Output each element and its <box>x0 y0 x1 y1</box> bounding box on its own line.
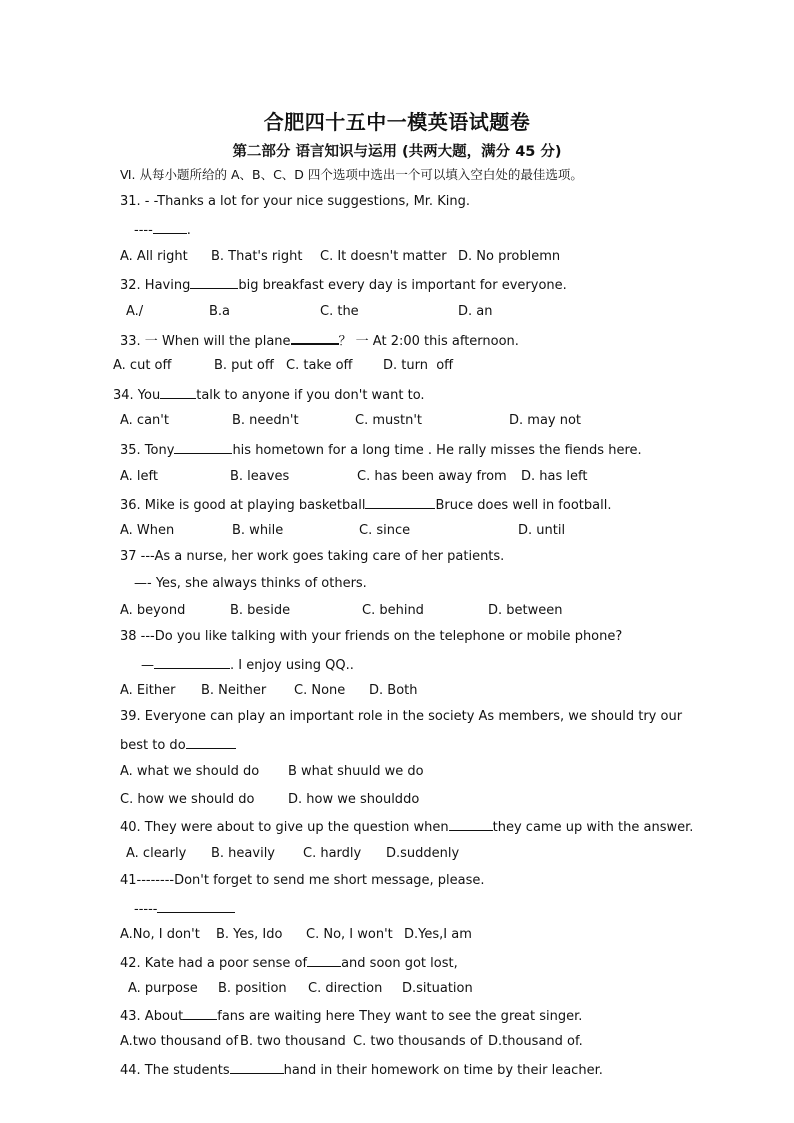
q39-stem: 39. Everyone can play an important role in the society As members, we should try our <box>120 709 683 724</box>
q40-stem <box>120 817 693 837</box>
q38-option-d: D. Both <box>369 683 418 698</box>
q38-stem: 38 ---Do you like talking with your friends on the telephone or mobile phone? <box>120 629 623 644</box>
q42-option-a: A. purpose <box>128 981 198 996</box>
q43-option-d: D.thousand of. <box>488 1034 583 1049</box>
q34-option-b: B. needn't <box>232 413 299 428</box>
q39-stem-2-text: best to do <box>120 738 186 753</box>
q36-stem <box>120 495 611 515</box>
q34-blank <box>160 385 196 399</box>
q33-blank <box>291 330 339 345</box>
q39-option-a: A. what we should do <box>120 764 260 779</box>
q41-option-a: A.No, I don't <box>120 927 200 942</box>
q36-stem-b: Bruce does well in football. <box>435 498 612 513</box>
q42-blank <box>307 953 341 967</box>
q31-reply-end: . <box>186 223 191 238</box>
q34-stem-a: 34. You <box>113 388 161 403</box>
q33-stem-b: ？ 一 At 2:00 this afternoon. <box>338 334 519 349</box>
q38-option-c: C. None <box>294 683 346 698</box>
q38-option-b: B. Neither <box>201 683 267 698</box>
q44-stem-b: hand in their homework on time by their leacher. <box>283 1063 603 1078</box>
q37-option-d: D. between <box>488 603 563 618</box>
q43-option-b: B. two thousand <box>240 1034 346 1049</box>
q41-stem: 41--------Don't forget to send me short message, please. <box>120 873 485 888</box>
q33-stem <box>120 330 519 351</box>
page-title: 合肥四十五中一模英语试题卷 <box>263 110 531 134</box>
q41-option-c: C. No, I won't <box>306 927 393 942</box>
q34-option-c: C. mustn't <box>355 413 423 428</box>
q36-blank <box>365 495 435 509</box>
q42-option-b: B. position <box>218 981 287 996</box>
q34-option-d: D. may not <box>509 413 582 428</box>
q36-option-b: B. while <box>232 523 284 538</box>
q31-option-c: C. It doesn't matter <box>320 249 447 264</box>
q43-option-a: A.two thousand of <box>120 1034 239 1049</box>
q44-blank <box>230 1060 284 1074</box>
q35-stem-a: 35. Tony <box>120 443 175 458</box>
q40-stem-b: they came up with the answer. <box>492 820 694 835</box>
section-subtitle: 第二部分 语言知识与运用 (共两大题，满分 45 分) <box>232 144 562 160</box>
q43-blank <box>183 1006 217 1020</box>
q41-option-b: B. Yes, Ido <box>216 927 283 942</box>
q40-blank <box>449 817 493 831</box>
q39-option-d: D. how we shoulddo <box>288 792 420 807</box>
q34-stem-b: talk to anyone if you don't want to. <box>196 388 425 403</box>
q33-option-c: C. take off <box>286 358 353 373</box>
q31-option-a: A. All right <box>120 249 188 264</box>
q42-stem-b: and soon got lost, <box>341 956 458 971</box>
q32-blank <box>190 275 238 289</box>
q33-option-b: B. put off <box>214 358 274 373</box>
q32-option-b: B.a <box>209 304 231 319</box>
q43-stem-b: fans are waiting here They want to see the great singer. <box>217 1009 583 1024</box>
q35-stem <box>120 440 642 460</box>
q35-blank <box>174 440 232 454</box>
q38-option-a: A. Either <box>120 683 176 698</box>
q39-option-b: B what shuuld we do <box>288 764 424 779</box>
q32-stem-b: big breakfast every day is important for everyone. <box>238 278 567 293</box>
q38-reply-end: . I enjoy using QQ.. <box>230 658 354 673</box>
q38-reply-dash: — <box>141 658 154 673</box>
q31-stem: 31. - -Thanks a lot for your nice suggestions, Mr. King. <box>120 194 470 209</box>
q38-blank <box>154 655 230 669</box>
q36-option-a: A. When <box>120 523 175 538</box>
q44-stem-a: 44. The students <box>120 1063 230 1078</box>
q40-option-b: B. heavily <box>211 846 275 861</box>
q32-option-c: C. the <box>320 304 359 319</box>
q36-option-c: C. since <box>359 523 411 538</box>
q36-stem-a: 36. Mike is good at playing basketball <box>120 498 366 513</box>
q37-reply: —- Yes, she always thinks of others. <box>134 576 367 591</box>
q40-stem-a: 40. They were about to give up the question when <box>120 820 449 835</box>
q35-option-b: B. leaves <box>230 469 290 484</box>
q31-reply-dash: ---- <box>134 223 153 238</box>
q34-option-a: A. can't <box>120 413 169 428</box>
q41-blank <box>157 899 235 913</box>
q43-option-c: C. two thousands of <box>353 1034 483 1049</box>
q40-option-a: A. clearly <box>126 846 187 861</box>
q37-stem: 37 ---As a nurse, her work goes taking care of her patients. <box>120 549 505 564</box>
q39-option-c: C. how we should do <box>120 792 255 807</box>
q34-stem <box>113 385 425 405</box>
q33-option-d: D. turn off <box>383 358 454 373</box>
q35-stem-b: his hometown for a long time . He rally misses the fiends here. <box>232 443 642 458</box>
q33-stem-a: 33. 一 When will the plane <box>120 334 291 349</box>
q38-reply <box>141 655 354 675</box>
q37-option-a: A. beyond <box>120 603 186 618</box>
q31-option-b: B. That's right <box>211 249 303 264</box>
q42-option-d: D.situation <box>402 981 473 996</box>
q31-reply <box>134 220 191 240</box>
q41-reply-dash: ----- <box>134 902 158 917</box>
q43-stem <box>120 1006 582 1026</box>
q39-blank <box>186 735 236 749</box>
q41-option-d: D.Yes,I am <box>404 927 472 942</box>
q43-stem-a: 43. About <box>120 1009 184 1024</box>
q41-reply <box>134 899 235 919</box>
q37-option-c: C. behind <box>362 603 424 618</box>
q31-option-d: D. No problemn <box>458 249 561 264</box>
q32-option-d: D. an <box>458 304 493 319</box>
q33-option-a: A. cut off <box>113 358 172 373</box>
q44-stem <box>120 1060 603 1080</box>
q35-option-a: A. left <box>120 469 158 484</box>
q32-stem <box>120 275 567 295</box>
q32-option-a: A./ <box>126 304 144 319</box>
q31-blank <box>153 220 187 234</box>
q35-option-d: D. has left <box>521 469 588 484</box>
instruction: Ⅵ. 从每小题所给的 A、B、C、D 四个选项中选出一个可以填入空白处的最佳选项。 <box>120 167 583 182</box>
q37-option-b: B. beside <box>230 603 291 618</box>
q40-option-c: C. hardly <box>303 846 362 861</box>
q36-option-d: D. until <box>518 523 566 538</box>
q42-option-c: C. direction <box>308 981 383 996</box>
q40-option-d: D.suddenly <box>386 846 460 861</box>
q35-option-c: C. has been away from <box>357 469 507 484</box>
q42-stem <box>120 953 458 973</box>
q32-stem-a: 32. Having <box>120 278 191 293</box>
q39-stem-2 <box>120 735 236 755</box>
q42-stem-a: 42. Kate had a poor sense of <box>120 956 308 971</box>
